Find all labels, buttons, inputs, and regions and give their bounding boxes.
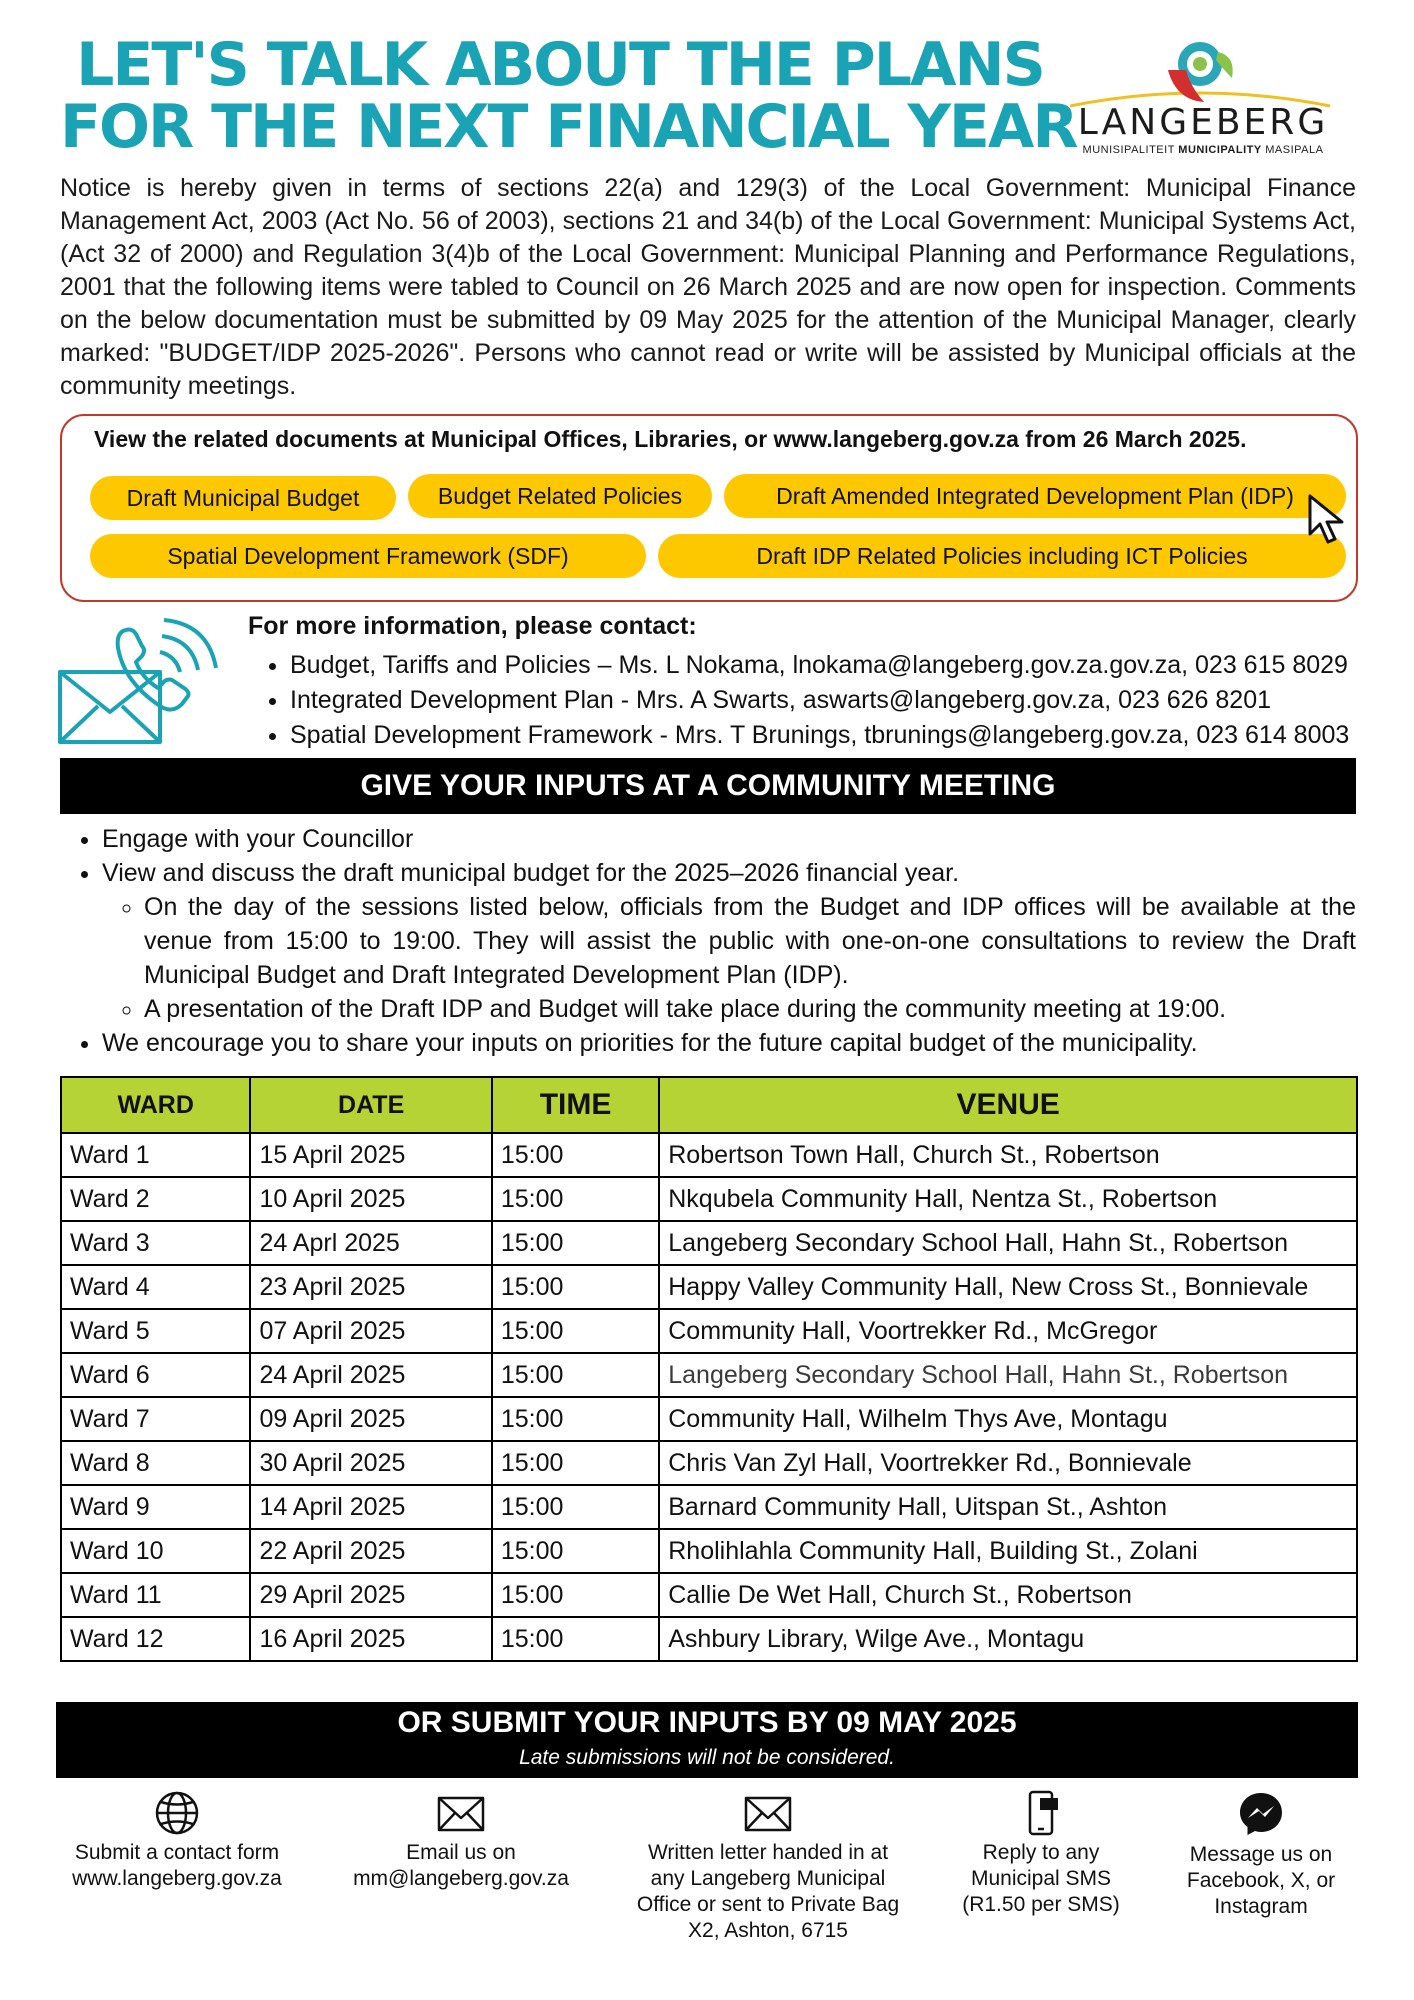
meeting-bullets: [60, 822, 1356, 1060]
date-cell: 29 April 2025: [250, 1573, 491, 1617]
ward-cell: Ward 6: [61, 1353, 250, 1397]
table-header-row: [61, 1077, 1357, 1133]
globe-icon: [154, 1790, 200, 1836]
date-cell: 14 April 2025: [250, 1485, 491, 1529]
option-contact-form[interactable]: [52, 1790, 302, 1892]
venue-cell: Langeberg Secondary School Hall, Hahn St., Robertson: [659, 1221, 1357, 1265]
venue-cell: Nkqubela Community Hall, Nentza St., Robertson: [659, 1177, 1357, 1221]
option-letter-line4: X2, Ashton, 6715: [688, 1919, 848, 1942]
table-row: [61, 1441, 1357, 1485]
contact-heading: For more information, please contact:: [248, 612, 697, 640]
option-written-letter: [618, 1790, 918, 1944]
date-cell: 07 April 2025: [250, 1309, 491, 1353]
doc-draft-municipal-budget[interactable]: Draft Municipal Budget: [90, 476, 396, 520]
envelope-icon: [743, 1790, 793, 1836]
contact-sdf: • Spatial Development Framework - Mrs. T Brunings, tbrunings@langeberg.gov.za, 023 614 8003: [290, 718, 1400, 753]
documents-box: [60, 414, 1358, 602]
table-row: [61, 1485, 1357, 1529]
venue-cell: Chris Van Zyl Hall, Voortrekker Rd., Bonnievale: [659, 1441, 1357, 1485]
option-letter-line1: Written letter handed in at: [647, 1841, 889, 1864]
table-row: [61, 1529, 1357, 1573]
page-title: [60, 30, 1077, 162]
documents-heading: View the related documents at Municipal Offices, Libraries, or www.langeberg.gov.za from 26 March 2025.: [94, 426, 1247, 452]
venue-cell: Robertson Town Hall, Church St., Robertson: [659, 1133, 1357, 1177]
page-title-line-1: LET'S TALK ABOUT THE PLANS: [76, 30, 1044, 100]
ward-cell: Ward 12: [61, 1617, 250, 1661]
date-cell: 22 April 2025: [250, 1529, 491, 1573]
doc-spatial-development-framework[interactable]: Spatial Development Framework (SDF): [90, 534, 646, 578]
venue-cell: Rholihlahla Community Hall, Building St., Zolani: [659, 1529, 1357, 1573]
ward-meeting-table: [60, 1076, 1358, 1662]
table-row: [61, 1221, 1357, 1265]
langeberg-logo: [1040, 30, 1360, 160]
table-row: [61, 1133, 1357, 1177]
venue-cell: Community Hall, Voortrekker Rd., McGregor: [659, 1309, 1357, 1353]
ward-cell: Ward 9: [61, 1485, 250, 1529]
submit-subtitle: Late submissions will not be considered.: [519, 1746, 895, 1769]
venue-cell: Langeberg Secondary School Hall, Hahn St., Robertson: [659, 1353, 1357, 1397]
doc-draft-amended-idp[interactable]: Draft Amended Integrated Development Plan (IDP): [724, 474, 1346, 518]
phone-sms-icon: [1018, 1790, 1064, 1836]
table-row: [61, 1309, 1357, 1353]
table-row: [61, 1397, 1357, 1441]
sub-bullet-presentation: ◦ A presentation of the Draft IDP and Budget will take place during the community meeting at 19:00.: [144, 992, 1356, 1026]
ward-cell: Ward 3: [61, 1221, 250, 1265]
date-cell: 15 April 2025: [250, 1133, 491, 1177]
date-cell: 24 Aprl 2025: [250, 1221, 491, 1265]
option-contact-form-line2[interactable]: www.langeberg.gov.za: [72, 1867, 282, 1890]
option-email[interactable]: [336, 1790, 586, 1892]
date-cell: 30 April 2025: [250, 1441, 491, 1485]
ward-cell: Ward 5: [61, 1309, 250, 1353]
bullet-view-budget-text: View and discuss the draft municipal budget for the 2025–2026 financial year.: [102, 859, 960, 887]
table-row: [61, 1617, 1357, 1661]
option-sms: [936, 1790, 1146, 1918]
time-cell: 15:00: [492, 1309, 659, 1353]
table-row: [61, 1265, 1357, 1309]
time-cell: 15:00: [492, 1617, 659, 1661]
date-cell: 24 April 2025: [250, 1353, 491, 1397]
option-sms-line3: (R1.50 per SMS): [962, 1893, 1120, 1916]
logo-name: LANGEBERG: [1077, 102, 1329, 143]
time-cell: 15:00: [492, 1441, 659, 1485]
option-social-line3: Instagram: [1214, 1895, 1308, 1918]
venue-cell: Ashbury Library, Wilge Ave., Montagu: [659, 1617, 1357, 1661]
bullet-share-inputs: • We encourage you to share your inputs on priorities for the future capital budget of the municipality.: [102, 1026, 1356, 1060]
time-cell: 15:00: [492, 1265, 659, 1309]
sub-bullet-officials: ◦ On the day of the sessions listed below, officials from the Budget and IDP offices will be available at the venue from 15:00 to 19:00. They will assist the public with one-on-one consultations to review the Draft Municipal Budget and Draft Integrated Development Plan (IDP).: [144, 890, 1356, 992]
time-cell: 15:00: [492, 1353, 659, 1397]
time-cell: 15:00: [492, 1573, 659, 1617]
contact-budget: • Budget, Tariffs and Policies – Ms. L Nokama, lnokama@langeberg.gov.za.gov.za, 023 615 8029: [290, 648, 1400, 683]
date-cell: 16 April 2025: [250, 1617, 491, 1661]
option-social-message[interactable]: [1156, 1790, 1366, 1920]
ward-cell: Ward 11: [61, 1573, 250, 1617]
submit-title: OR SUBMIT YOUR INPUTS BY 09 MAY 2025: [397, 1706, 1017, 1739]
venue-cell: Community Hall, Wilhelm Thys Ave, Montagu: [659, 1397, 1357, 1441]
logo-tag-post: MASIPALA: [1261, 144, 1324, 156]
time-cell: 15:00: [492, 1529, 659, 1573]
venue-cell: Callie De Wet Hall, Church St., Robertson: [659, 1573, 1357, 1617]
option-email-line2[interactable]: mm@langeberg.gov.za: [353, 1867, 569, 1890]
bullet-view-budget: [102, 856, 1356, 1026]
doc-budget-related-policies[interactable]: Budget Related Policies: [408, 474, 712, 518]
notice-paragraph: Notice is hereby given in terms of sections 22(a) and 129(3) of the Local Government: Municipal Finance Management Act, 2003 (Act No. 56 of 2003), sections 21 and 34(b) of the Local Government: Municipal Systems Act, (Act 32 of 2000) and Regulation 3(4)b of the Local Government: Municipal Planning and Performance Regulations, 2001 that the following items were tabled to Council on 26 March 2025 and are now open for inspection. Comments on the below documentation must be submitted by 09 May 2025 for the attention of the Municipal Manager, clearly marked: "BUDGET/IDP 2025-2026". Persons who cannot read or write will be assisted by Municipal officials at the community meetings.: [60, 174, 1356, 400]
venue-cell: Barnard Community Hall, Uitspan St., Ashton: [659, 1485, 1357, 1529]
contact-list: [248, 648, 1400, 753]
col-time: TIME: [492, 1077, 659, 1133]
date-cell: 23 April 2025: [250, 1265, 491, 1309]
date-cell: 09 April 2025: [250, 1397, 491, 1441]
ward-cell: Ward 7: [61, 1397, 250, 1441]
ward-cell: Ward 2: [61, 1177, 250, 1221]
time-cell: 15:00: [492, 1397, 659, 1441]
time-cell: 15:00: [492, 1485, 659, 1529]
option-letter-line3: Office or sent to Private Bag: [636, 1893, 900, 1916]
envelope-icon: [436, 1790, 486, 1836]
option-social-line2: Facebook, X, or: [1186, 1869, 1336, 1892]
option-social-line1: Message us on: [1189, 1843, 1333, 1866]
option-letter-line2: any Langeberg Municipal: [650, 1867, 886, 1890]
logo-tag-pre: MUNISIPALITEIT: [1082, 144, 1179, 156]
logo-mark-icon: [1040, 30, 1360, 110]
bullet-engage-councillor: • Engage with your Councillor: [102, 822, 1356, 856]
messenger-icon: [1237, 1790, 1285, 1838]
col-venue: VENUE: [659, 1077, 1357, 1133]
option-sms-line2: Municipal SMS: [970, 1867, 1112, 1890]
table-row: [61, 1177, 1357, 1221]
logo-tagline: [1048, 144, 1358, 156]
time-cell: 15:00: [492, 1133, 659, 1177]
option-email-line1: Email us on: [406, 1841, 516, 1864]
logo-tag-bold: MUNICIPALITY: [1178, 144, 1262, 156]
mouse-pointer-icon: [1304, 492, 1354, 546]
option-contact-form-line1: Submit a contact form: [74, 1841, 280, 1864]
ward-cell: Ward 1: [61, 1133, 250, 1177]
submit-inputs-banner: [56, 1702, 1358, 1778]
community-meeting-banner: GIVE YOUR INPUTS AT A COMMUNITY MEETING: [60, 758, 1356, 814]
doc-draft-idp-related-policies[interactable]: Draft IDP Related Policies including ICT Policies: [658, 534, 1346, 578]
time-cell: 15:00: [492, 1177, 659, 1221]
ward-cell: Ward 8: [61, 1441, 250, 1485]
table-row: [61, 1353, 1357, 1397]
date-cell: 10 April 2025: [250, 1177, 491, 1221]
email-phone-contact-icon: [56, 612, 226, 748]
option-sms-line1: Reply to any: [982, 1841, 1100, 1864]
col-ward: WARD: [61, 1077, 250, 1133]
time-cell: 15:00: [492, 1221, 659, 1265]
col-date: DATE: [250, 1077, 491, 1133]
table-row: [61, 1573, 1357, 1617]
page-title-line-2: FOR THE NEXT FINANCIAL YEAR: [60, 92, 1077, 162]
ward-cell: Ward 10: [61, 1529, 250, 1573]
contact-idp: • Integrated Development Plan - Mrs. A Swarts, aswarts@langeberg.gov.za, 023 626 8201: [290, 683, 1400, 718]
venue-cell: Happy Valley Community Hall, New Cross St., Bonnievale: [659, 1265, 1357, 1309]
ward-cell: Ward 4: [61, 1265, 250, 1309]
